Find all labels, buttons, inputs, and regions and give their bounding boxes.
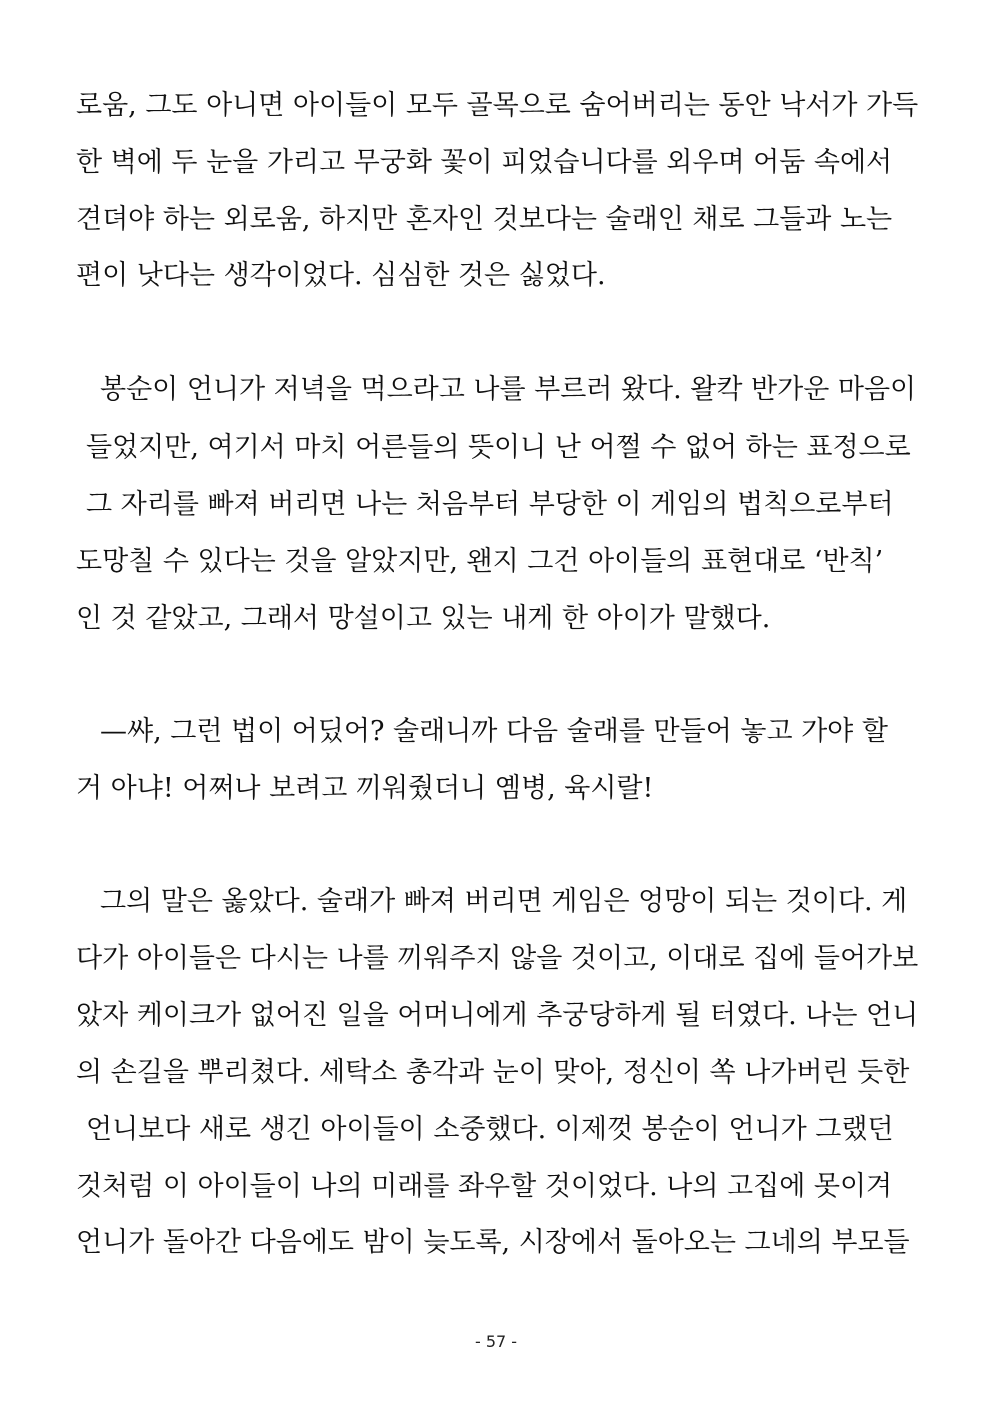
text-line: 그 자리를 빠져 버리면 나는 처음부터 부당한 이 게임의 법칙으로부터 <box>86 489 894 520</box>
text-line: 언니보다 새로 생긴 아이들이 소중했다. 이제껏 봉순이 언니가 그랬던 <box>86 1114 894 1145</box>
text-line: —쌰, 그런 법이 어딨어? 술래니까 다음 술래를 만들어 놓고 가야 할 <box>100 716 888 747</box>
text-line: 거 아냐! 어쩌나 보려고 끼워줬더니 옘병, 육시랄! <box>76 773 654 804</box>
text-line: 의 손길을 뿌리쳤다. 세탁소 총각과 눈이 맞아, 정신이 쏙 나가버린 듯한 <box>76 1057 910 1088</box>
text-line: 그의 말은 옳았다. 술래가 빠져 버리면 게임은 엉망이 되는 것이다. 게 <box>100 886 908 917</box>
text-line: 한 벽에 두 눈을 가리고 무궁화 꽃이 피었습니다를 외우며 어둠 속에서 <box>76 147 893 178</box>
text-line: 것처럼 이 아이들이 나의 미래를 좌우할 것이었다. 나의 고집에 못이겨 <box>76 1171 893 1202</box>
text-line: 았자 케이크가 없어진 일을 어머니에게 추궁당하게 될 터였다. 나는 언니 <box>76 1000 919 1031</box>
text-line: 견뎌야 하는 외로움, 하지만 혼자인 것보다는 술래인 채로 그들과 노는 <box>76 204 893 235</box>
text-line: 봉순이 언니가 저녁을 먹으라고 나를 부르러 왔다. 왈칵 반가운 마음이 <box>100 374 917 405</box>
text-line: 언니가 돌아간 다음에도 밤이 늦도록, 시장에서 돌아오는 그네의 부모들 <box>76 1227 910 1258</box>
text-line: 로움, 그도 아니면 아이들이 모두 골목으로 숨어버리는 동안 낙서가 가득 <box>76 90 919 121</box>
text-line: 다가 아이들은 다시는 나를 끼워주지 않을 것이고, 이대로 집에 들어가보 <box>76 943 919 974</box>
text-line: 도망칠 수 있다는 것을 알았지만, 왠지 그건 아이들의 표현대로 ‘반칙’ <box>76 546 884 577</box>
text-line: 편이 낫다는 생각이었다. 심심한 것은 싫었다. <box>76 260 606 291</box>
text-line: 들었지만, 여기서 마치 어른들의 뜻이니 난 어쩔 수 없어 하는 표정으로 <box>86 432 911 463</box>
page-number: - 57 - <box>474 1332 518 1351</box>
text-line: 인 것 같았고, 그래서 망설이고 있는 내게 한 아이가 말했다. <box>76 603 771 634</box>
